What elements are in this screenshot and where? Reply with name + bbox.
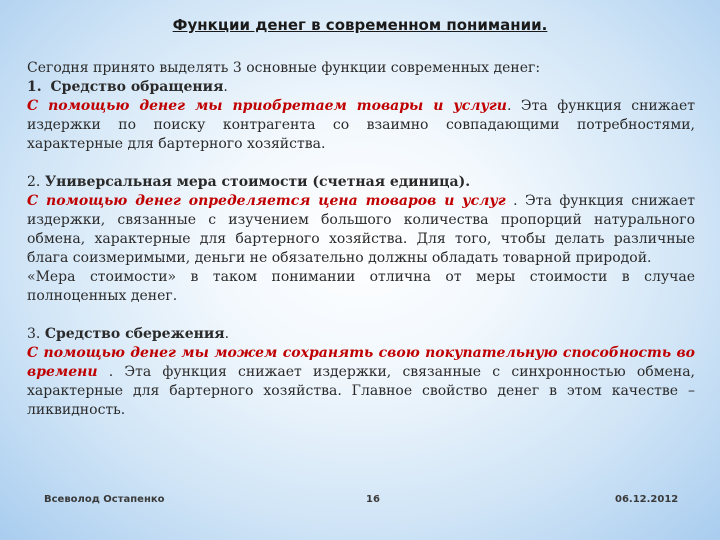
function-1-number: 1. [27,79,42,95]
function-1-highlight: С помощью денег мы приобретаем товары и услуги [27,98,507,114]
function-3 [27,325,695,420]
function-3-description: . Эта функция снижает издержки, связанные с синхронностью обмена, характерные для бартерного хозяйства. Главное свойство денег в этом качестве – ликвидность. [27,364,695,418]
function-3-highlight: С помощью денег мы можем сохранять свою покупательную способность во времени [27,345,695,380]
function-2-number: 2. [27,174,41,190]
function-3-name: Средство сбережения [44,326,225,342]
function-2-highlight: С помощью денег определяется цена товаров и услуг [27,193,506,209]
function-2-description: . Эта функция снижает издержки, связанные с изучением большого количества пропорций натурального обмена, характерные для бартерного хозяйства. Для того, чтобы делать различные блага соизмеримыми, деньги не обязательно должны обладать товарной природой. [27,193,695,266]
function-2 [27,173,695,268]
function-1-name: Средство обращения [50,79,224,95]
footer-author: Всеволод Остапенко [44,494,165,505]
slide-title: Функции денег в современном понимании. [172,16,548,34]
footer-date: 06.12.2012 [615,494,679,505]
function-1-name-tail: . [223,79,228,95]
intro-text: Сегодня принято выделять 3 основные функции современных денег: [27,60,541,76]
function-1 [27,78,695,154]
slide-body [27,59,695,420]
function-2-name: Универсальная мера стоимости (счетная единица). [44,174,471,190]
footer-page-number: 16 [366,494,380,505]
function-1-description: . Эта функция снижает издержки по поиску контрагента со взаимно совпадающими потребностями, характерные для бартерного хозяйства. [27,98,695,152]
function-2-extra: «Мера стоимости» в таком понимании отлична от меры стоимости в случае полноценных денег. [27,269,695,304]
function-3-number: 3. [27,326,41,342]
function-3-name-tail: . [224,326,230,342]
